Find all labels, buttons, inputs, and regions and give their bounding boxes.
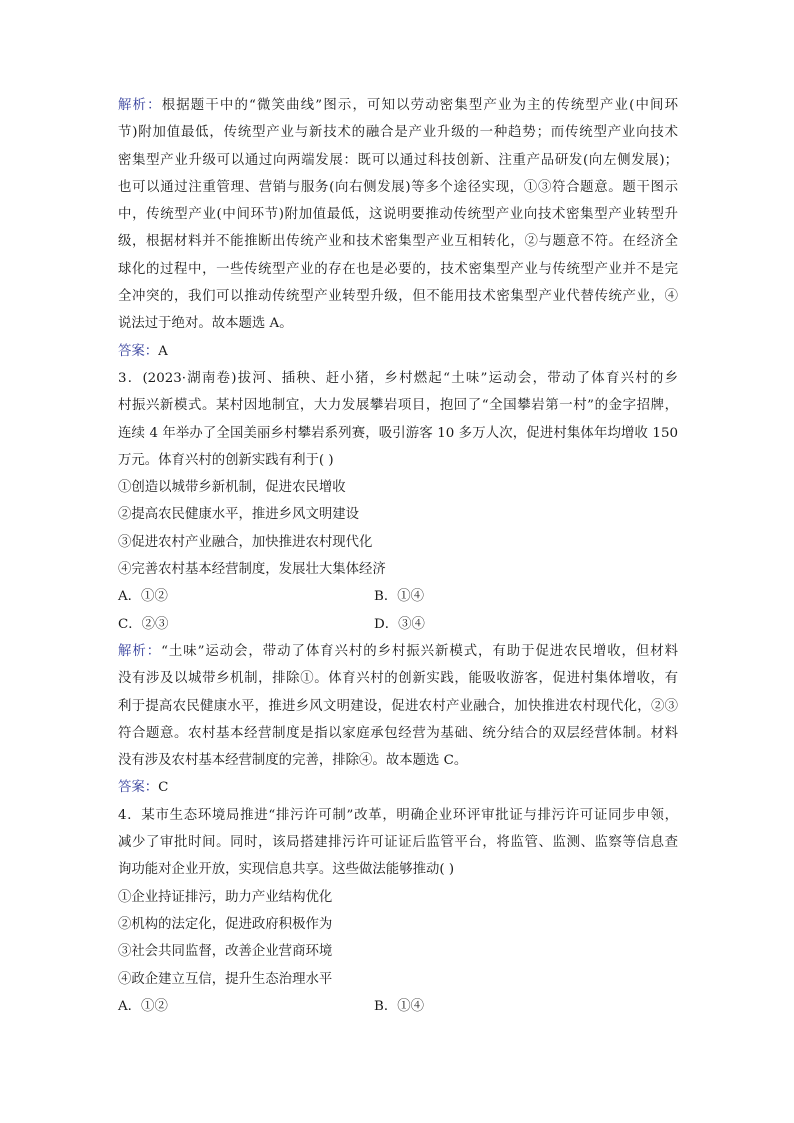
answer-value: C <box>158 780 169 796</box>
analysis-line: 密集型产业升级可以通过向两端发展：既可以通过科技创新、注重产品研发(向左侧发展)； <box>118 152 678 168</box>
question-stem-line: 4．某市生态环境局推进“排污许可制”改革，明确企业环评审批证与排污许可证同步申领， <box>118 807 678 823</box>
statement-item: ①企业持证排污，助力产业结构优化 <box>118 889 333 905</box>
answer-value: A <box>158 343 168 359</box>
analysis-line: 全冲突的，我们可以推动传统型产业转型升级，但不能用技术密集型产业代替传统产业，④ <box>118 289 678 305</box>
answer-label: 答案： <box>118 780 159 796</box>
question-stem-line: 减少了审批时间。同时，该局搭建排污许可证证后监管平台，将监管、监测、监察等信息查 <box>118 835 678 851</box>
options-row <box>118 993 678 1020</box>
question-stem-line: 万元。体育兴村的创新实践有利于( ) <box>118 452 334 468</box>
analysis-line: 中，传统型产业(中间环节)附加值最低，这说明要推动传统型产业向技术密集型产业转型升 <box>118 207 678 223</box>
option-b: B．①④ <box>374 998 425 1014</box>
analysis-line: 解析：根据题干中的“微笑曲线”图示，可知以劳动密集型产业为主的传统型产业(中间环 <box>118 98 678 113</box>
analysis-label: 解析： <box>118 98 162 113</box>
statement-item: ③社会共同监督，改善企业营商环境 <box>118 944 333 960</box>
statement-item: ③促进农村产业融合，加快推进农村现代化 <box>118 534 373 550</box>
question-stem-line: 连续 4 年举办了全国美丽乡村攀岩系列赛，吸引游客 10 多万人次，促进村集体年均增收 150 <box>118 425 678 441</box>
question-stem-line: 询功能对企业开放，实现信息共享。这些做法能够推动( ) <box>118 862 455 878</box>
answer-label: 答案： <box>118 343 159 359</box>
analysis-line: 也可以通过注重管理、营销与服务(向右侧发展)等多个途径实现，①③符合题意。题干图示 <box>118 179 678 195</box>
option-a: A．①② <box>118 589 168 605</box>
statement-item: ②提高农民健康水平，推进乡风文明建设 <box>118 507 360 523</box>
answer-q3 <box>118 774 678 801</box>
analysis-block-q2 <box>118 92 678 338</box>
options-row <box>118 611 678 638</box>
analysis-line: 级，根据材料并不能推断出传统产业和技术密集型产业互相转化，②与题意不符。在经济全 <box>118 234 678 250</box>
analysis-line: 解析：“土味”运动会，带动了体育兴村的乡村振兴新模式，有助于促进农民增收，但材料 <box>118 643 678 659</box>
option-b: B．①④ <box>374 589 425 605</box>
option-a: A．①② <box>118 998 168 1014</box>
page-content <box>118 92 678 1020</box>
question-stem-line: 3．(2023·湖南卷)拔河、插秧、赶小猪，乡村燃起“土味”运动会，带动了体育兴村的乡 <box>118 370 678 386</box>
statement-item: ④完善农村基本经营制度，发展壮大集体经济 <box>118 562 386 578</box>
question-3 <box>118 365 678 638</box>
question-4 <box>118 802 678 1020</box>
option-c: C．②③ <box>118 616 169 632</box>
question-stem-line: 村振兴新模式。某村因地制宜，大力发展攀岩项目，抱回了“全国攀岩第一村”的金字招牌， <box>118 398 678 414</box>
analysis-line: 球化的过程中，一些传统型产业的存在也是必要的，技术密集型产业与传统型产业并不是完 <box>118 261 678 277</box>
analysis-block-q3 <box>118 638 678 774</box>
option-d: D．③④ <box>374 616 425 632</box>
statement-item: ④政企建立互信，提升生态治理水平 <box>118 971 333 987</box>
analysis-line: 没有涉及农村基本经营制度的完善，排除④。故本题选 C。 <box>118 753 468 769</box>
analysis-line: 没有涉及以城带乡机制，排除①。体育兴村的创新实践，能吸收游客，促进村集体增收，有 <box>118 671 678 687</box>
options-row <box>118 583 678 610</box>
answer-q2 <box>118 338 678 365</box>
analysis-line: 符合题意。农村基本经营制度是指以家庭承包经营为基础、统分结合的双层经营体制。材料 <box>118 725 678 741</box>
statement-item: ②机构的法定化，促进政府积极作为 <box>118 916 333 932</box>
analysis-line: 利于提高农民健康水平，推进乡风文明建设，促进农村产业融合，加快推进农村现代化，②③ <box>118 698 678 714</box>
analysis-line: 节)附加值最低，传统型产业与新技术的融合是产业升级的一种趋势；而传统型产业向技术 <box>118 125 678 141</box>
analysis-line: 说法过于绝对。故本题选 A。 <box>118 316 293 332</box>
statement-item: ①创造以城带乡新机制，促进农民增收 <box>118 480 346 496</box>
analysis-label: 解析： <box>118 643 162 659</box>
